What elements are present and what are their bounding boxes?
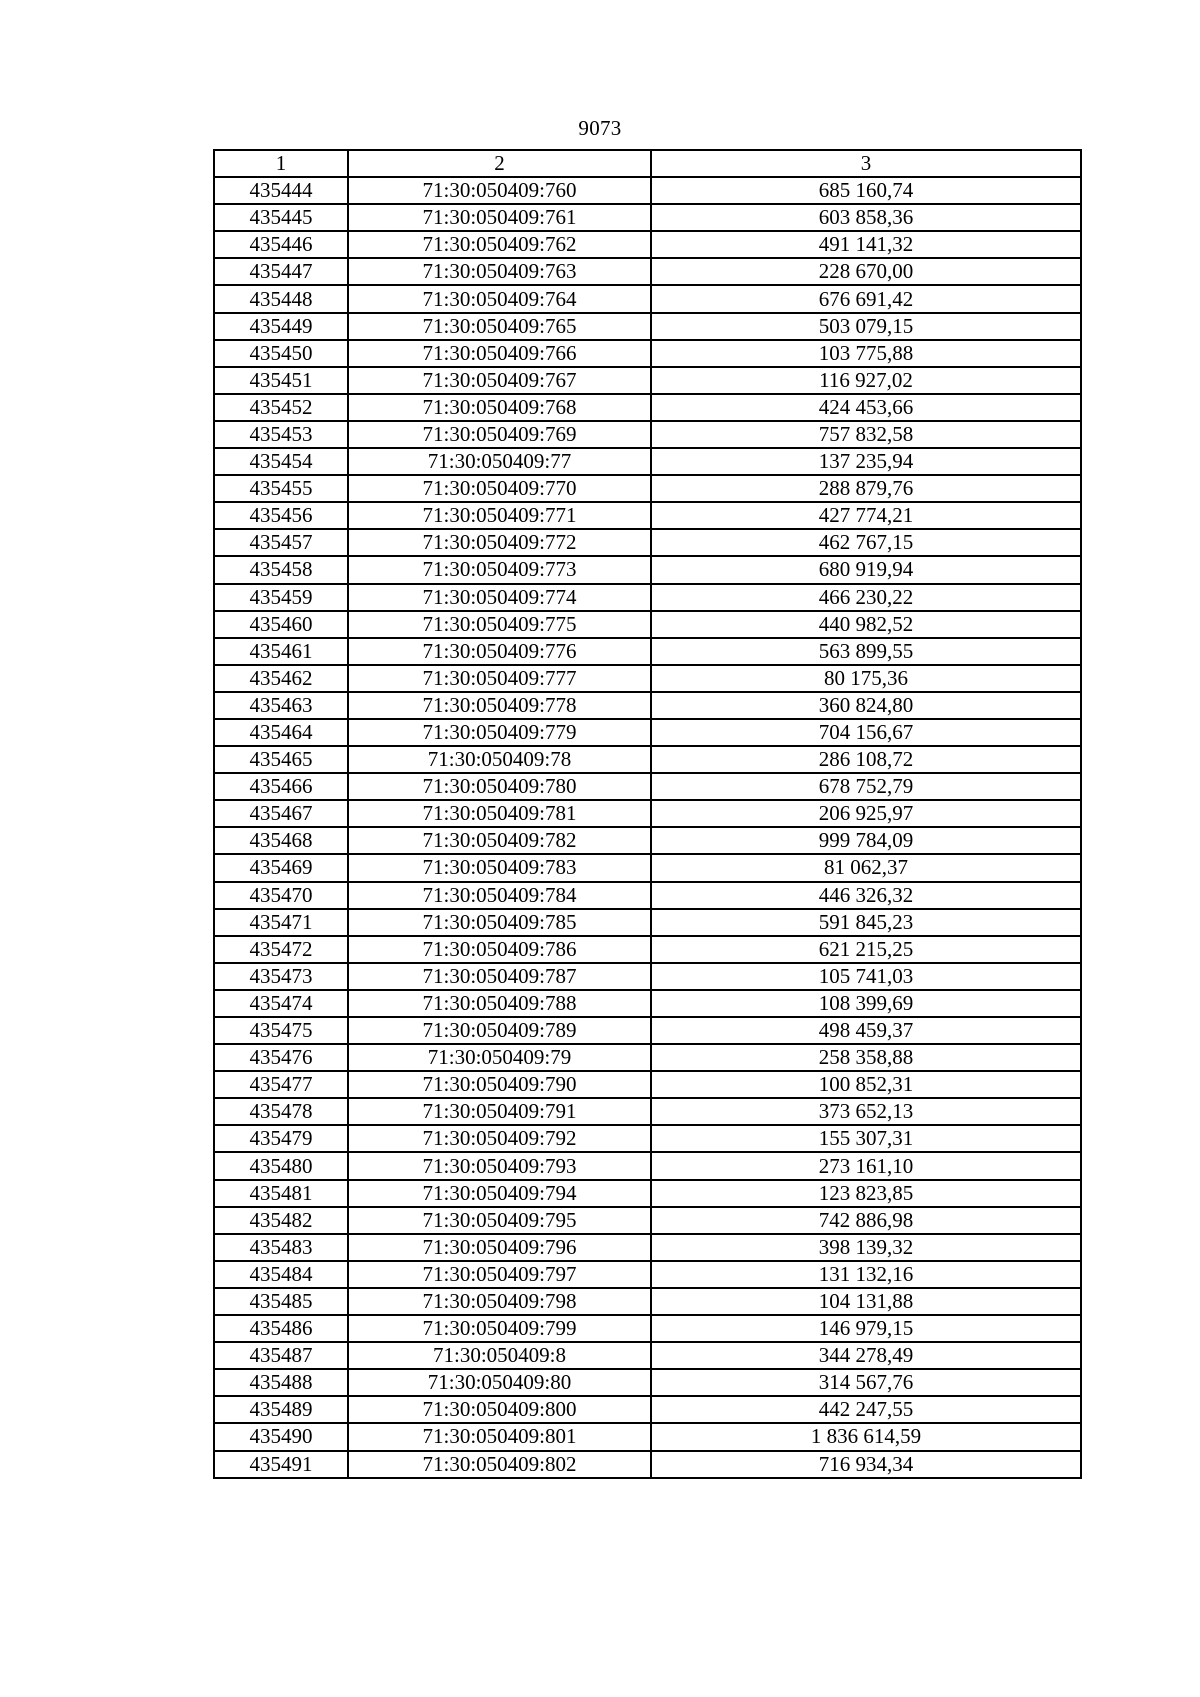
value-cell: 398 139,32 (651, 1234, 1081, 1261)
table-row (214, 963, 1081, 990)
row-number-cell: 435446 (214, 231, 348, 258)
table-row (214, 1288, 1081, 1315)
column-header-2: 2 (348, 150, 651, 177)
cadastral-number-cell: 71:30:050409:774 (348, 584, 651, 611)
value-cell: 116 927,02 (651, 367, 1081, 394)
value-cell: 757 832,58 (651, 421, 1081, 448)
table-row (214, 1451, 1081, 1478)
table-row (214, 1071, 1081, 1098)
value-cell: 503 079,15 (651, 313, 1081, 340)
cadastral-number-cell: 71:30:050409:793 (348, 1152, 651, 1179)
row-number-cell: 435485 (214, 1288, 348, 1315)
value-cell: 288 879,76 (651, 475, 1081, 502)
cadastral-number-cell: 71:30:050409:77 (348, 448, 651, 475)
table-row (214, 692, 1081, 719)
cadastral-number-cell: 71:30:050409:801 (348, 1423, 651, 1450)
value-cell: 360 824,80 (651, 692, 1081, 719)
cadastral-number-cell: 71:30:050409:78 (348, 746, 651, 773)
row-number-cell: 435461 (214, 638, 348, 665)
value-cell: 100 852,31 (651, 1071, 1081, 1098)
table-row (214, 177, 1081, 204)
row-number-cell: 435448 (214, 285, 348, 312)
table-row (214, 529, 1081, 556)
table-row (214, 1125, 1081, 1152)
table-row (214, 1180, 1081, 1207)
cadastral-number-cell: 71:30:050409:773 (348, 556, 651, 583)
value-cell: 680 919,94 (651, 556, 1081, 583)
table-row (214, 936, 1081, 963)
row-number-cell: 435489 (214, 1396, 348, 1423)
table-row (214, 340, 1081, 367)
table-row (214, 421, 1081, 448)
value-cell: 80 175,36 (651, 665, 1081, 692)
row-number-cell: 435457 (214, 529, 348, 556)
row-number-cell: 435484 (214, 1261, 348, 1288)
value-cell: 146 979,15 (651, 1315, 1081, 1342)
table-row (214, 611, 1081, 638)
cadastral-number-cell: 71:30:050409:8 (348, 1342, 651, 1369)
row-number-cell: 435456 (214, 502, 348, 529)
cadastral-number-cell: 71:30:050409:766 (348, 340, 651, 367)
row-number-cell: 435482 (214, 1207, 348, 1234)
page-number: 9073 (578, 116, 622, 140)
row-number-cell: 435477 (214, 1071, 348, 1098)
cadastral-number-cell: 71:30:050409:796 (348, 1234, 651, 1261)
table-row (214, 638, 1081, 665)
table-row (214, 882, 1081, 909)
row-number-cell: 435467 (214, 800, 348, 827)
row-number-cell: 435445 (214, 204, 348, 231)
row-number-cell: 435473 (214, 963, 348, 990)
table-row (214, 1098, 1081, 1125)
table-row (214, 1315, 1081, 1342)
row-number-cell: 435458 (214, 556, 348, 583)
row-number-cell: 435480 (214, 1152, 348, 1179)
value-cell: 373 652,13 (651, 1098, 1081, 1125)
row-number-cell: 435478 (214, 1098, 348, 1125)
table-row (214, 909, 1081, 936)
row-number-cell: 435476 (214, 1044, 348, 1071)
value-cell: 563 899,55 (651, 638, 1081, 665)
table-row (214, 231, 1081, 258)
value-cell: 206 925,97 (651, 800, 1081, 827)
table-row (214, 394, 1081, 421)
cadastral-number-cell: 71:30:050409:779 (348, 719, 651, 746)
cadastral-number-cell: 71:30:050409:770 (348, 475, 651, 502)
table-row (214, 1044, 1081, 1071)
cadastral-number-cell: 71:30:050409:800 (348, 1396, 651, 1423)
row-number-cell: 435449 (214, 313, 348, 340)
table-row (214, 773, 1081, 800)
value-cell: 424 453,66 (651, 394, 1081, 421)
cadastral-number-cell: 71:30:050409:791 (348, 1098, 651, 1125)
row-number-cell: 435483 (214, 1234, 348, 1261)
value-cell: 286 108,72 (651, 746, 1081, 773)
data-table (213, 149, 1082, 1479)
value-cell: 104 131,88 (651, 1288, 1081, 1315)
cadastral-number-cell: 71:30:050409:780 (348, 773, 651, 800)
cadastral-number-cell: 71:30:050409:80 (348, 1369, 651, 1396)
cadastral-number-cell: 71:30:050409:762 (348, 231, 651, 258)
cadastral-number-cell: 71:30:050409:772 (348, 529, 651, 556)
cadastral-number-cell: 71:30:050409:777 (348, 665, 651, 692)
value-cell: 440 982,52 (651, 611, 1081, 638)
cadastral-number-cell: 71:30:050409:778 (348, 692, 651, 719)
cadastral-number-cell: 71:30:050409:765 (348, 313, 651, 340)
value-cell: 621 215,25 (651, 936, 1081, 963)
cadastral-number-cell: 71:30:050409:769 (348, 421, 651, 448)
table-row (214, 204, 1081, 231)
table-row (214, 1207, 1081, 1234)
row-number-cell: 435491 (214, 1451, 348, 1478)
value-cell: 155 307,31 (651, 1125, 1081, 1152)
column-header-1: 1 (214, 150, 348, 177)
row-number-cell: 435462 (214, 665, 348, 692)
table-row (214, 285, 1081, 312)
value-cell: 105 741,03 (651, 963, 1081, 990)
row-number-cell: 435465 (214, 746, 348, 773)
value-cell: 1 836 614,59 (651, 1423, 1081, 1450)
table-row (214, 854, 1081, 881)
value-cell: 427 774,21 (651, 502, 1081, 529)
value-cell: 273 161,10 (651, 1152, 1081, 1179)
value-cell: 108 399,69 (651, 990, 1081, 1017)
table-row (214, 746, 1081, 773)
value-cell: 131 132,16 (651, 1261, 1081, 1288)
cadastral-number-cell: 71:30:050409:788 (348, 990, 651, 1017)
value-cell: 678 752,79 (651, 773, 1081, 800)
table-body (214, 177, 1081, 1478)
table-row (214, 1396, 1081, 1423)
cadastral-number-cell: 71:30:050409:802 (348, 1451, 651, 1478)
row-number-cell: 435454 (214, 448, 348, 475)
row-number-cell: 435469 (214, 854, 348, 881)
table-row (214, 1423, 1081, 1450)
row-number-cell: 435487 (214, 1342, 348, 1369)
value-cell: 314 567,76 (651, 1369, 1081, 1396)
table-row (214, 502, 1081, 529)
row-number-cell: 435488 (214, 1369, 348, 1396)
value-cell: 498 459,37 (651, 1017, 1081, 1044)
column-header-3: 3 (651, 150, 1081, 177)
value-cell: 344 278,49 (651, 1342, 1081, 1369)
value-cell: 442 247,55 (651, 1396, 1081, 1423)
table-row (214, 800, 1081, 827)
cadastral-number-cell: 71:30:050409:760 (348, 177, 651, 204)
value-cell: 103 775,88 (651, 340, 1081, 367)
cadastral-number-cell: 71:30:050409:789 (348, 1017, 651, 1044)
row-number-cell: 435466 (214, 773, 348, 800)
table-row (214, 990, 1081, 1017)
value-cell: 466 230,22 (651, 584, 1081, 611)
table-row (214, 367, 1081, 394)
table-row (214, 665, 1081, 692)
row-number-cell: 435464 (214, 719, 348, 746)
table-row (214, 584, 1081, 611)
value-cell: 446 326,32 (651, 882, 1081, 909)
row-number-cell: 435451 (214, 367, 348, 394)
row-number-cell: 435481 (214, 1180, 348, 1207)
value-cell: 491 141,32 (651, 231, 1081, 258)
row-number-cell: 435475 (214, 1017, 348, 1044)
table-row (214, 1369, 1081, 1396)
cadastral-number-cell: 71:30:050409:783 (348, 854, 651, 881)
row-number-cell: 435471 (214, 909, 348, 936)
table-row (214, 1342, 1081, 1369)
row-number-cell: 435460 (214, 611, 348, 638)
value-cell: 591 845,23 (651, 909, 1081, 936)
value-cell: 742 886,98 (651, 1207, 1081, 1234)
value-cell: 137 235,94 (651, 448, 1081, 475)
row-number-cell: 435474 (214, 990, 348, 1017)
cadastral-number-cell: 71:30:050409:79 (348, 1044, 651, 1071)
table-row (214, 1261, 1081, 1288)
value-cell: 999 784,09 (651, 827, 1081, 854)
cadastral-number-cell: 71:30:050409:790 (348, 1071, 651, 1098)
value-cell: 228 670,00 (651, 258, 1081, 285)
value-cell: 685 160,74 (651, 177, 1081, 204)
table-row (214, 1234, 1081, 1261)
row-number-cell: 435453 (214, 421, 348, 448)
row-number-cell: 435444 (214, 177, 348, 204)
cadastral-number-cell: 71:30:050409:798 (348, 1288, 651, 1315)
row-number-cell: 435452 (214, 394, 348, 421)
cadastral-number-cell: 71:30:050409:795 (348, 1207, 651, 1234)
cadastral-number-cell: 71:30:050409:794 (348, 1180, 651, 1207)
cadastral-number-cell: 71:30:050409:784 (348, 882, 651, 909)
table-row (214, 313, 1081, 340)
cadastral-number-cell: 71:30:050409:781 (348, 800, 651, 827)
row-number-cell: 435450 (214, 340, 348, 367)
value-cell: 81 062,37 (651, 854, 1081, 881)
cadastral-number-cell: 71:30:050409:792 (348, 1125, 651, 1152)
row-number-cell: 435447 (214, 258, 348, 285)
row-number-cell: 435470 (214, 882, 348, 909)
table-row (214, 827, 1081, 854)
value-cell: 258 358,88 (651, 1044, 1081, 1071)
cadastral-number-cell: 71:30:050409:768 (348, 394, 651, 421)
cadastral-number-cell: 71:30:050409:776 (348, 638, 651, 665)
cadastral-number-cell: 71:30:050409:771 (348, 502, 651, 529)
table-header-row (214, 150, 1081, 177)
table-row (214, 448, 1081, 475)
cadastral-number-cell: 71:30:050409:797 (348, 1261, 651, 1288)
cadastral-number-cell: 71:30:050409:763 (348, 258, 651, 285)
value-cell: 462 767,15 (651, 529, 1081, 556)
row-number-cell: 435490 (214, 1423, 348, 1450)
row-number-cell: 435468 (214, 827, 348, 854)
value-cell: 716 934,34 (651, 1451, 1081, 1478)
row-number-cell: 435463 (214, 692, 348, 719)
cadastral-number-cell: 71:30:050409:761 (348, 204, 651, 231)
cadastral-number-cell: 71:30:050409:764 (348, 285, 651, 312)
table-row (214, 1152, 1081, 1179)
table-row (214, 556, 1081, 583)
row-number-cell: 435455 (214, 475, 348, 502)
table-row (214, 475, 1081, 502)
cadastral-number-cell: 71:30:050409:782 (348, 827, 651, 854)
value-cell: 676 691,42 (651, 285, 1081, 312)
cadastral-number-cell: 71:30:050409:767 (348, 367, 651, 394)
table-row (214, 1017, 1081, 1044)
row-number-cell: 435459 (214, 584, 348, 611)
row-number-cell: 435472 (214, 936, 348, 963)
value-cell: 603 858,36 (651, 204, 1081, 231)
cadastral-number-cell: 71:30:050409:775 (348, 611, 651, 638)
cadastral-number-cell: 71:30:050409:787 (348, 963, 651, 990)
cadastral-number-cell: 71:30:050409:786 (348, 936, 651, 963)
value-cell: 704 156,67 (651, 719, 1081, 746)
value-cell: 123 823,85 (651, 1180, 1081, 1207)
table-row (214, 258, 1081, 285)
cadastral-number-cell: 71:30:050409:785 (348, 909, 651, 936)
cadastral-number-cell: 71:30:050409:799 (348, 1315, 651, 1342)
row-number-cell: 435486 (214, 1315, 348, 1342)
table-row (214, 719, 1081, 746)
row-number-cell: 435479 (214, 1125, 348, 1152)
